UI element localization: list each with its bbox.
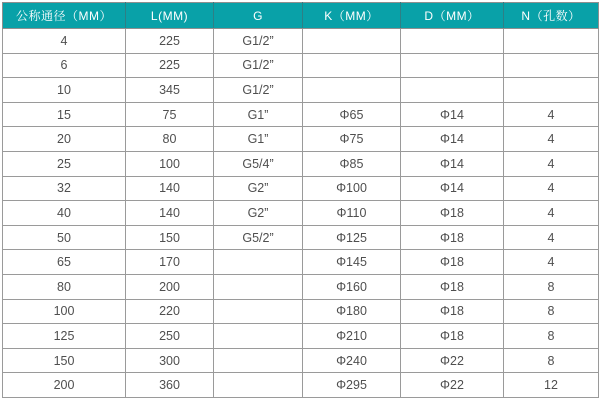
table-cell: 200 xyxy=(126,274,214,299)
table-cell: Φ14 xyxy=(401,176,504,201)
table-cell: 50 xyxy=(3,225,126,250)
table-cell: Φ75 xyxy=(303,127,401,152)
table-cell: 140 xyxy=(126,176,214,201)
table-cell: 25 xyxy=(3,151,126,176)
table-cell xyxy=(214,250,303,275)
table-cell: G1” xyxy=(214,102,303,127)
column-header: D（MM） xyxy=(401,3,504,29)
table-cell: Φ22 xyxy=(401,348,504,373)
table-cell: Φ18 xyxy=(401,324,504,349)
table-row xyxy=(3,53,599,78)
table-cell: 4 xyxy=(504,102,599,127)
table-cell: 20 xyxy=(3,127,126,152)
table-row xyxy=(3,274,599,299)
table-cell: 4 xyxy=(504,201,599,226)
table-cell: 12 xyxy=(504,373,599,398)
table-cell xyxy=(303,53,401,78)
column-header: K（MM） xyxy=(303,3,401,29)
table-cell: G1/2” xyxy=(214,78,303,103)
table-row xyxy=(3,127,599,152)
table-row xyxy=(3,324,599,349)
table-row xyxy=(3,373,599,398)
table-cell: Φ180 xyxy=(303,299,401,324)
table-cell xyxy=(214,348,303,373)
table-cell: 170 xyxy=(126,250,214,275)
table-cell: Φ14 xyxy=(401,127,504,152)
table-cell xyxy=(303,29,401,54)
table-cell: 300 xyxy=(126,348,214,373)
table-cell: 80 xyxy=(3,274,126,299)
table-cell xyxy=(401,53,504,78)
table-cell: Φ18 xyxy=(401,250,504,275)
column-header: L(MM) xyxy=(126,3,214,29)
table-cell: 225 xyxy=(126,53,214,78)
table-cell: 8 xyxy=(504,299,599,324)
table-cell: 8 xyxy=(504,324,599,349)
table-header xyxy=(3,3,599,29)
table-cell: Φ210 xyxy=(303,324,401,349)
table-cell xyxy=(504,53,599,78)
column-header: 公称通径（MM） xyxy=(3,3,126,29)
table-cell xyxy=(214,373,303,398)
table-cell xyxy=(214,324,303,349)
table-cell: 200 xyxy=(3,373,126,398)
table-cell: Φ240 xyxy=(303,348,401,373)
table-row xyxy=(3,250,599,275)
table-cell: Φ65 xyxy=(303,102,401,127)
table-cell: Φ100 xyxy=(303,176,401,201)
table-cell: 100 xyxy=(3,299,126,324)
table-cell: 75 xyxy=(126,102,214,127)
table-cell: Φ125 xyxy=(303,225,401,250)
table-cell xyxy=(303,78,401,103)
table-row xyxy=(3,102,599,127)
table-cell: 8 xyxy=(504,348,599,373)
table-cell: 4 xyxy=(504,151,599,176)
table-cell: 140 xyxy=(126,201,214,226)
table-cell: 4 xyxy=(504,176,599,201)
table-row xyxy=(3,29,599,54)
table-cell: G2” xyxy=(214,201,303,226)
column-header: G xyxy=(214,3,303,29)
table-cell: 10 xyxy=(3,78,126,103)
table-cell: Φ295 xyxy=(303,373,401,398)
dimension-spec-table xyxy=(2,2,599,398)
table-cell: 345 xyxy=(126,78,214,103)
table-cell xyxy=(214,274,303,299)
table-cell: G2” xyxy=(214,176,303,201)
table-cell: Φ85 xyxy=(303,151,401,176)
table-cell: G5/2” xyxy=(214,225,303,250)
table-cell: 65 xyxy=(3,250,126,275)
table-cell: G5/4” xyxy=(214,151,303,176)
table-cell: G1” xyxy=(214,127,303,152)
table-cell: 220 xyxy=(126,299,214,324)
table-row xyxy=(3,78,599,103)
table-row xyxy=(3,201,599,226)
table-cell: 360 xyxy=(126,373,214,398)
table-cell: Φ22 xyxy=(401,373,504,398)
table-cell: 4 xyxy=(504,250,599,275)
table-row xyxy=(3,176,599,201)
header-row xyxy=(3,3,599,29)
table-row xyxy=(3,348,599,373)
table-row xyxy=(3,299,599,324)
table-cell: 40 xyxy=(3,201,126,226)
table-cell: 6 xyxy=(3,53,126,78)
table-cell xyxy=(401,29,504,54)
table-cell: 15 xyxy=(3,102,126,127)
table-cell: 4 xyxy=(3,29,126,54)
table-cell: 8 xyxy=(504,274,599,299)
table-cell: 250 xyxy=(126,324,214,349)
spec-table-container xyxy=(2,2,598,398)
table-cell: 150 xyxy=(126,225,214,250)
table-cell: 80 xyxy=(126,127,214,152)
table-cell xyxy=(401,78,504,103)
table-row xyxy=(3,225,599,250)
table-cell: Φ18 xyxy=(401,201,504,226)
table-cell: Φ14 xyxy=(401,102,504,127)
table-cell xyxy=(504,78,599,103)
table-cell: 100 xyxy=(126,151,214,176)
table-body xyxy=(3,29,599,398)
table-cell: 150 xyxy=(3,348,126,373)
table-cell: Φ14 xyxy=(401,151,504,176)
table-cell: Φ160 xyxy=(303,274,401,299)
table-cell: 4 xyxy=(504,127,599,152)
table-cell: 225 xyxy=(126,29,214,54)
table-cell: G1/2” xyxy=(214,53,303,78)
table-cell: 4 xyxy=(504,225,599,250)
table-cell: Φ145 xyxy=(303,250,401,275)
table-cell xyxy=(214,299,303,324)
table-cell: G1/2” xyxy=(214,29,303,54)
table-cell: 125 xyxy=(3,324,126,349)
table-cell: Φ110 xyxy=(303,201,401,226)
table-cell: Φ18 xyxy=(401,225,504,250)
table-row xyxy=(3,151,599,176)
table-cell: Φ18 xyxy=(401,274,504,299)
table-cell: Φ18 xyxy=(401,299,504,324)
column-header: N（孔数） xyxy=(504,3,599,29)
table-cell: 32 xyxy=(3,176,126,201)
table-cell xyxy=(504,29,599,54)
